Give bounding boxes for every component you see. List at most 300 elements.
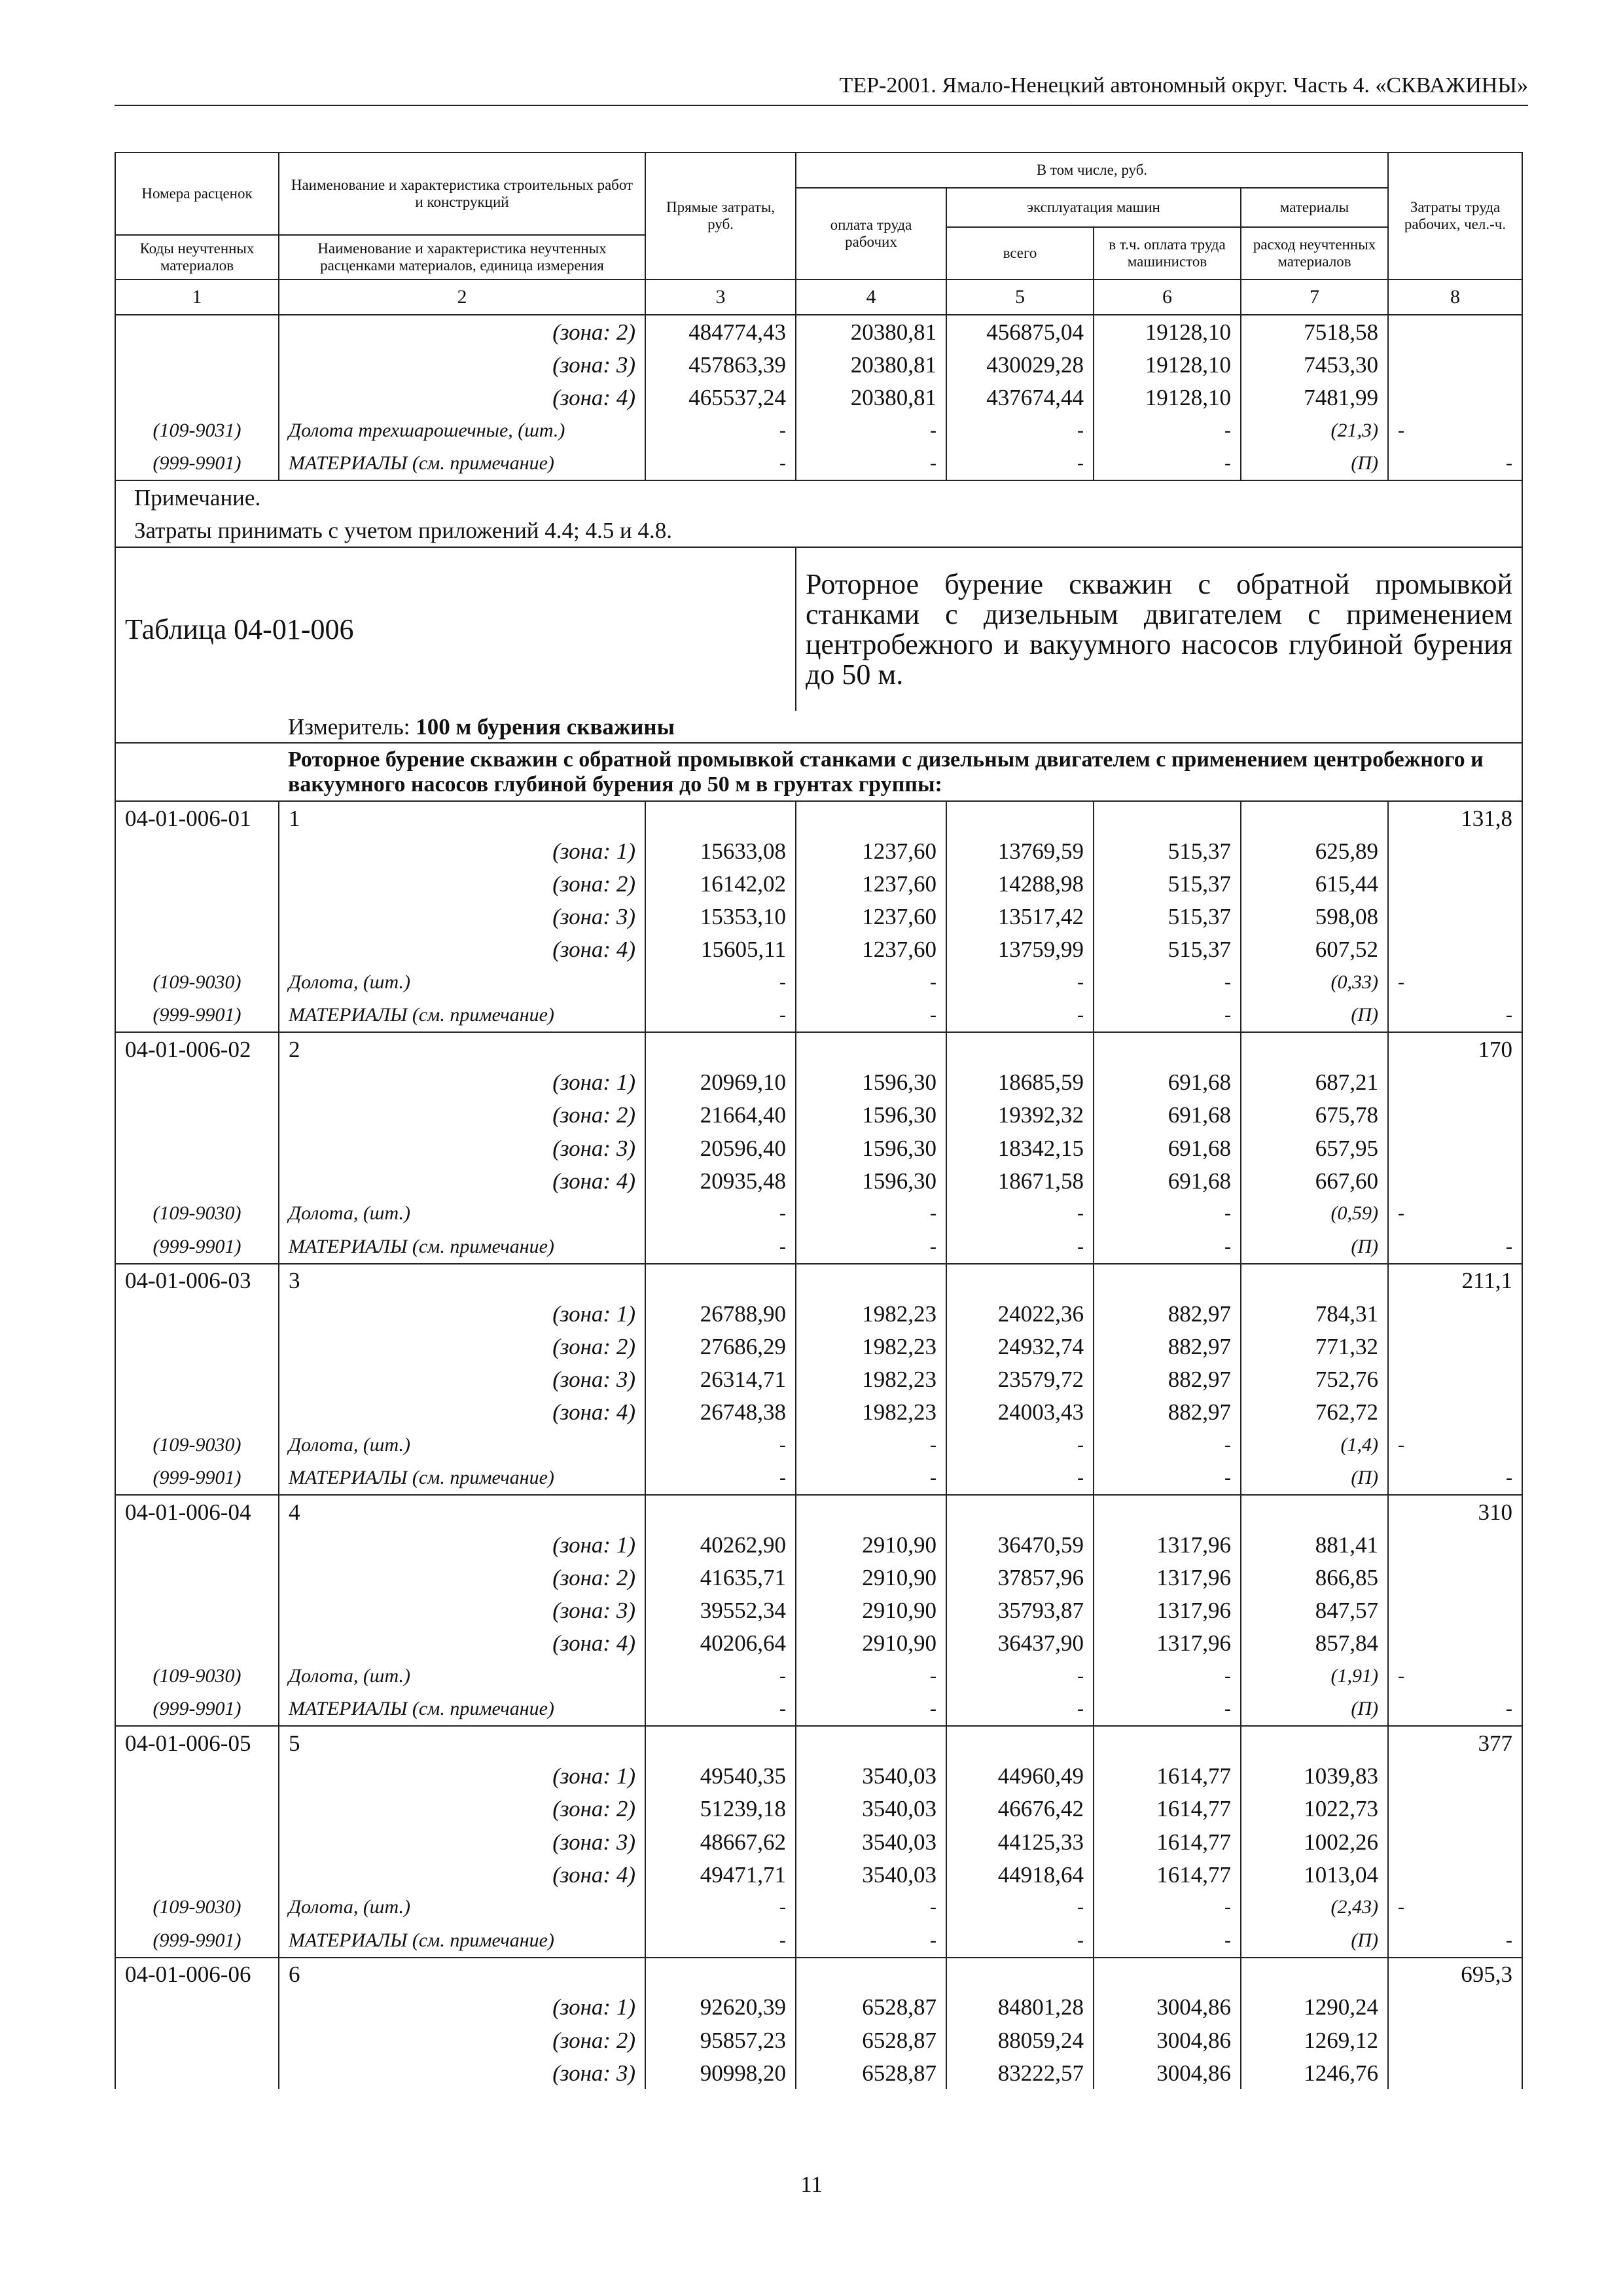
material-direct: -: [645, 1924, 796, 1957]
column-numbers-row: [115, 279, 1522, 315]
zone-label: (зона: 3): [279, 901, 645, 933]
header-col6: в т.ч. оплата труда машинистов: [1094, 227, 1241, 279]
code-cell: [115, 1594, 279, 1627]
empty-cell: [645, 1264, 796, 1297]
machine-cost: 23579,72: [946, 1363, 1094, 1395]
empty-cell: [796, 1726, 946, 1759]
rate-code: 04-01-006-05: [115, 1726, 279, 1759]
empty-cell: [1241, 1032, 1388, 1066]
material-code: (999-9901): [115, 1230, 279, 1264]
empty-cell: [1094, 1495, 1241, 1528]
labor-cost: 2910,90: [796, 1594, 946, 1627]
material-labor: -: [796, 1462, 946, 1495]
material-machinist: -: [1094, 1230, 1241, 1264]
material-machine: -: [946, 1924, 1094, 1957]
material-machine: -: [946, 1693, 1094, 1726]
code-cell: [115, 901, 279, 933]
code-cell: [115, 381, 279, 414]
zone-label: (зона: 4): [279, 1395, 645, 1428]
zone-label: (зона: 1): [279, 1760, 645, 1793]
labor-hours-cell: [1388, 1330, 1522, 1363]
code-cell: [115, 1627, 279, 1660]
code-cell: [115, 1528, 279, 1561]
labor-cost: 6528,87: [796, 2024, 946, 2056]
material-cost: 762,72: [1241, 1395, 1388, 1428]
material-cost: 598,08: [1241, 901, 1388, 933]
machinist-labor-cost: 882,97: [1094, 1297, 1241, 1330]
code-cell: [115, 315, 279, 348]
section-spacer: [115, 743, 279, 801]
material-labor-hours-left: -: [1398, 1202, 1405, 1225]
empty-cell: [796, 801, 946, 834]
labor-hours-cell: [1388, 381, 1522, 414]
material-quantity: (П): [1241, 1693, 1388, 1726]
material-machinist: -: [1094, 1660, 1241, 1693]
material-cost: 7481,99: [1241, 381, 1388, 414]
material-machinist: -: [1094, 1197, 1241, 1230]
code-cell: [115, 1164, 279, 1197]
direct-cost: 16142,02: [645, 867, 796, 900]
direct-cost: 90998,20: [645, 2056, 796, 2089]
zone-label: (зона: 2): [279, 1561, 645, 1594]
material-labor-hours-left: -: [1398, 1433, 1405, 1456]
empty-cell: [1094, 1958, 1241, 1991]
labor-hours-cell: [1388, 2056, 1522, 2089]
zone-row: [115, 381, 1522, 414]
material-cost: 1269,12: [1241, 2024, 1388, 2056]
material-machinist: -: [1094, 1462, 1241, 1495]
material-labor: -: [796, 1891, 946, 1924]
material-name: Долота, (шт.): [279, 966, 645, 999]
material-machine: -: [946, 999, 1094, 1032]
material-labor-hours: [1388, 1660, 1522, 1693]
empty-cell: [1241, 1958, 1388, 1991]
material-labor: -: [796, 999, 946, 1032]
machinist-labor-cost: 19128,10: [1094, 315, 1241, 348]
header-col2-top: Наименование и характеристика строительных работ и конструкций: [279, 152, 645, 235]
material-row: [115, 1197, 1522, 1230]
machinist-labor-cost: 691,68: [1094, 1099, 1241, 1132]
zone-label: (зона: 3): [279, 1363, 645, 1395]
material-cost: 687,21: [1241, 1066, 1388, 1099]
labor-hours-cell: [1388, 1395, 1522, 1428]
labor-cost: 20380,81: [796, 315, 946, 348]
machine-cost: 437674,44: [946, 381, 1094, 414]
material-direct: -: [645, 1462, 796, 1495]
column-number: 7: [1241, 279, 1388, 315]
direct-cost: 457863,39: [645, 348, 796, 381]
rate-code: 04-01-006-03: [115, 1264, 279, 1297]
table-description: Роторное бурение скважин с обратной промывкой станками с дизельным двигателем с применением центробежного и вакуумного насосов глубиной бурения до 50 м.: [796, 547, 1522, 711]
material-labor-hours-right: -: [1506, 1929, 1513, 1951]
labor-cost: 1596,30: [796, 1132, 946, 1164]
labor-cost: 2910,90: [796, 1561, 946, 1594]
measure-spacer: [115, 711, 279, 743]
empty-cell: [645, 1495, 796, 1528]
machine-cost: 44960,49: [946, 1760, 1094, 1793]
rates-table: [115, 152, 1523, 2089]
empty-cell: [1094, 1264, 1241, 1297]
empty-cell: [796, 1958, 946, 1991]
direct-cost: 39552,34: [645, 1594, 796, 1627]
machine-cost: 18342,15: [946, 1132, 1094, 1164]
material-labor-hours: [1388, 1462, 1522, 1495]
zone-row: [115, 348, 1522, 381]
zone-row: [115, 1561, 1522, 1594]
column-number: 5: [946, 279, 1094, 315]
labor-hours-cell: [1388, 867, 1522, 900]
header-incl: В том числе, руб.: [796, 152, 1388, 188]
material-quantity: (0,33): [1241, 966, 1388, 999]
material-cost: 675,78: [1241, 1099, 1388, 1132]
empty-cell: [1094, 1032, 1241, 1066]
rate-header-row: [115, 1495, 1522, 1528]
code-cell: [115, 1760, 279, 1793]
direct-cost: 49471,71: [645, 1858, 796, 1891]
direct-cost: 20969,10: [645, 1066, 796, 1099]
material-machine: -: [946, 1197, 1094, 1230]
labor-hours-cell: [1388, 834, 1522, 867]
labor-cost: 1237,60: [796, 933, 946, 966]
machine-cost: 88059,24: [946, 2024, 1094, 2056]
material-quantity: (0,59): [1241, 1197, 1388, 1230]
machine-cost: 13517,42: [946, 901, 1094, 933]
material-labor-hours-left: -: [1398, 1896, 1405, 1918]
labor-hours-cell: [1388, 1793, 1522, 1825]
empty-cell: [946, 1958, 1094, 1991]
empty-cell: [796, 1032, 946, 1066]
direct-cost: 26314,71: [645, 1363, 796, 1395]
column-number: 1: [115, 279, 279, 315]
header-col8: Затраты труда рабочих, чел.-ч.: [1388, 152, 1522, 279]
code-cell: [115, 1991, 279, 2024]
empty-cell: [1094, 801, 1241, 834]
material-labor: -: [796, 447, 946, 480]
machine-cost: 456875,04: [946, 315, 1094, 348]
empty-cell: [946, 801, 1094, 834]
machine-cost: 24022,36: [946, 1297, 1094, 1330]
direct-cost: 41635,71: [645, 1561, 796, 1594]
machinist-labor-cost: 1317,96: [1094, 1594, 1241, 1627]
zone-label: (зона: 4): [279, 933, 645, 966]
machine-cost: 24932,74: [946, 1330, 1094, 1363]
zone-row: [115, 1627, 1522, 1660]
zone-row: [115, 1066, 1522, 1099]
rate-header-row: [115, 1264, 1522, 1297]
machine-cost: 84801,28: [946, 1991, 1094, 2024]
material-name: Долота, (шт.): [279, 1197, 645, 1230]
direct-cost: 26788,90: [645, 1297, 796, 1330]
direct-cost: 92620,39: [645, 1991, 796, 2024]
rate-header-row: [115, 801, 1522, 834]
code-cell: [115, 834, 279, 867]
empty-cell: [645, 801, 796, 834]
direct-cost: 20596,40: [645, 1132, 796, 1164]
header-machines: эксплуатация машин: [946, 188, 1241, 227]
direct-cost: 48667,62: [645, 1825, 796, 1858]
material-row: [115, 1429, 1522, 1462]
empty-cell: [645, 1958, 796, 1991]
zone-label: (зона: 2): [279, 1793, 645, 1825]
material-cost: 1290,24: [1241, 1991, 1388, 2024]
material-cost: 866,85: [1241, 1561, 1388, 1594]
material-name: Долота, (шт.): [279, 1660, 645, 1693]
material-row: [115, 1462, 1522, 1495]
material-labor: -: [796, 1693, 946, 1726]
direct-cost: 49540,35: [645, 1760, 796, 1793]
labor-cost: 6528,87: [796, 2056, 946, 2089]
material-name: Долота, (шт.): [279, 1891, 645, 1924]
labor-hours-cell: [1388, 1594, 1522, 1627]
material-quantity: (П): [1241, 447, 1388, 480]
material-labor-hours: [1388, 966, 1522, 999]
zone-row: [115, 1363, 1522, 1395]
material-cost: 7518,58: [1241, 315, 1388, 348]
table-title: Таблица 04-01-006: [115, 547, 796, 711]
code-cell: [115, 1395, 279, 1428]
material-cost: 657,95: [1241, 1132, 1388, 1164]
material-labor-hours: [1388, 1891, 1522, 1924]
material-labor: -: [796, 1660, 946, 1693]
header-col4: оплата труда рабочих: [796, 188, 946, 279]
material-machine: -: [946, 1429, 1094, 1462]
material-cost: 1002,26: [1241, 1825, 1388, 1858]
material-labor-hours-left: -: [1398, 1665, 1405, 1687]
empty-cell: [1241, 1264, 1388, 1297]
column-number: 4: [796, 279, 946, 315]
material-labor-hours-right: -: [1506, 1466, 1513, 1488]
material-code: (109-9030): [115, 1429, 279, 1462]
empty-cell: [946, 1726, 1094, 1759]
material-cost: 857,84: [1241, 1627, 1388, 1660]
material-code: (109-9030): [115, 1197, 279, 1230]
empty-cell: [1241, 1495, 1388, 1528]
zone-row: [115, 1395, 1522, 1428]
labor-cost: 20380,81: [796, 348, 946, 381]
machinist-labor-cost: 691,68: [1094, 1132, 1241, 1164]
material-code: (999-9901): [115, 1462, 279, 1495]
rate-code: 04-01-006-06: [115, 1958, 279, 1991]
rate-header-row: [115, 1726, 1522, 1759]
rate-group: 6: [279, 1958, 645, 1991]
material-machinist: -: [1094, 1429, 1241, 1462]
material-direct: -: [645, 1660, 796, 1693]
material-cost: 7453,30: [1241, 348, 1388, 381]
machinist-labor-cost: 515,37: [1094, 901, 1241, 933]
labor-hours-cell: [1388, 1561, 1522, 1594]
zone-label: (зона: 2): [279, 1099, 645, 1132]
material-machine: -: [946, 414, 1094, 447]
machinist-labor-cost: 3004,86: [1094, 2024, 1241, 2056]
code-cell: [115, 1297, 279, 1330]
zone-row: [115, 1793, 1522, 1825]
rate-group: 2: [279, 1032, 645, 1066]
labor-hours-cell: [1388, 1132, 1522, 1164]
machinist-labor-cost: 882,97: [1094, 1395, 1241, 1428]
machine-cost: 13759,99: [946, 933, 1094, 966]
rate-group: 5: [279, 1726, 645, 1759]
code-cell: [115, 1066, 279, 1099]
material-direct: -: [645, 1197, 796, 1230]
header-col1-top: Номера расценок: [115, 152, 279, 235]
material-labor-hours-right: -: [1506, 1004, 1513, 1026]
rate-group: 3: [279, 1264, 645, 1297]
empty-cell: [1241, 1726, 1388, 1759]
machine-cost: 46676,42: [946, 1793, 1094, 1825]
direct-cost: 484774,43: [645, 315, 796, 348]
table-title-row: [115, 547, 1522, 711]
zone-row: [115, 1991, 1522, 2024]
page-number: 11: [800, 2172, 823, 2197]
code-cell: [115, 1793, 279, 1825]
material-name: Долота трехшарошечные, (шт.): [279, 414, 645, 447]
labor-hours-cell: [1388, 1066, 1522, 1099]
machine-cost: 430029,28: [946, 348, 1094, 381]
machinist-labor-cost: 691,68: [1094, 1066, 1241, 1099]
header-col7: расход неучтенных материалов: [1241, 227, 1388, 279]
zone-label: (зона: 1): [279, 1991, 645, 2024]
material-labor-hours: [1388, 414, 1522, 447]
material-machinist: -: [1094, 1891, 1241, 1924]
labor-cost: 6528,87: [796, 1991, 946, 2024]
measure-value: 100 м бурения скважины: [416, 713, 675, 740]
material-row: [115, 966, 1522, 999]
zone-label: (зона: 3): [279, 1825, 645, 1858]
measure-row: [115, 711, 1522, 743]
empty-cell: [946, 1264, 1094, 1297]
code-cell: [115, 867, 279, 900]
material-row: [115, 999, 1522, 1032]
material-row: [115, 414, 1522, 447]
material-labor-hours-right: -: [1506, 452, 1513, 474]
empty-cell: [645, 1726, 796, 1759]
rate-labor-hours: 310: [1388, 1495, 1522, 1528]
zone-row: [115, 867, 1522, 900]
direct-cost: 51239,18: [645, 1793, 796, 1825]
labor-hours-cell: [1388, 1858, 1522, 1891]
direct-cost: 40206,64: [645, 1627, 796, 1660]
material-cost: 625,89: [1241, 834, 1388, 867]
machine-cost: 83222,57: [946, 2056, 1094, 2089]
empty-cell: [645, 1032, 796, 1066]
zone-row: [115, 1330, 1522, 1363]
material-labor: -: [796, 966, 946, 999]
material-direct: -: [645, 1693, 796, 1726]
material-cost: 752,76: [1241, 1363, 1388, 1395]
rate-labor-hours: 131,8: [1388, 801, 1522, 834]
material-name: МАТЕРИАЛЫ (см. примечание): [279, 447, 645, 480]
labor-cost: 3540,03: [796, 1825, 946, 1858]
machinist-labor-cost: 691,68: [1094, 1164, 1241, 1197]
material-cost: 784,31: [1241, 1297, 1388, 1330]
header-col3: Прямые затраты, руб.: [645, 152, 796, 279]
labor-cost: 2910,90: [796, 1528, 946, 1561]
material-quantity: (1,91): [1241, 1660, 1388, 1693]
labor-hours-cell: [1388, 933, 1522, 966]
empty-cell: [796, 1264, 946, 1297]
labor-cost: 20380,81: [796, 381, 946, 414]
material-name: Долота, (шт.): [279, 1429, 645, 1462]
rate-labor-hours: 211,1: [1388, 1264, 1522, 1297]
code-cell: [115, 933, 279, 966]
header-col1-bottom: Коды неучтенных материалов: [115, 235, 279, 279]
zone-label: (зона: 2): [279, 315, 645, 348]
material-quantity: (2,43): [1241, 1891, 1388, 1924]
machinist-labor-cost: 515,37: [1094, 834, 1241, 867]
material-direct: -: [645, 447, 796, 480]
note-text: Затраты принимать с учетом приложений 4.4; 4.5 и 4.8.: [115, 514, 1522, 547]
zone-label: (зона: 4): [279, 1627, 645, 1660]
zone-row: [115, 901, 1522, 933]
machine-cost: 24003,43: [946, 1395, 1094, 1428]
material-code: (999-9901): [115, 999, 279, 1032]
note-title: Примечание.: [115, 480, 1522, 514]
material-labor-hours: [1388, 1197, 1522, 1230]
zone-row: [115, 1825, 1522, 1858]
material-direct: -: [645, 1891, 796, 1924]
direct-cost: 21664,40: [645, 1099, 796, 1132]
material-machine: -: [946, 447, 1094, 480]
machinist-labor-cost: 515,37: [1094, 933, 1241, 966]
machinist-labor-cost: 19128,10: [1094, 381, 1241, 414]
material-labor-hours: [1388, 1429, 1522, 1462]
material-labor-hours-right: -: [1506, 1698, 1513, 1720]
machinist-labor-cost: 1317,96: [1094, 1561, 1241, 1594]
material-labor-hours: [1388, 447, 1522, 480]
direct-cost: 15353,10: [645, 901, 796, 933]
material-quantity: (П): [1241, 1462, 1388, 1495]
direct-cost: 15633,08: [645, 834, 796, 867]
labor-cost: 2910,90: [796, 1627, 946, 1660]
material-cost: 881,41: [1241, 1528, 1388, 1561]
empty-cell: [796, 1495, 946, 1528]
material-labor-hours-right: -: [1506, 1235, 1513, 1257]
header-col5: всего: [946, 227, 1094, 279]
machinist-labor-cost: 19128,10: [1094, 348, 1241, 381]
zone-label: (зона: 3): [279, 2056, 645, 2089]
zone-row: [115, 933, 1522, 966]
material-code: (999-9901): [115, 447, 279, 480]
material-cost: 607,52: [1241, 933, 1388, 966]
material-labor-hours: [1388, 1693, 1522, 1726]
direct-cost: 27686,29: [645, 1330, 796, 1363]
machine-cost: 36437,90: [946, 1627, 1094, 1660]
code-cell: [115, 1099, 279, 1132]
machine-cost: 36470,59: [946, 1528, 1094, 1561]
section-heading: Роторное бурение скважин с обратной промывкой станками с дизельным двигателем с применением центробежного и вакуумного насосов глубиной бурения до 50 м в грунтах группы:: [279, 743, 1522, 801]
measure-text: [279, 711, 1522, 743]
material-labor: -: [796, 1230, 946, 1264]
material-machine: -: [946, 1230, 1094, 1264]
material-cost: 1039,83: [1241, 1760, 1388, 1793]
zone-row: [115, 1858, 1522, 1891]
material-quantity: (П): [1241, 999, 1388, 1032]
material-labor-hours-left: -: [1398, 971, 1405, 994]
labor-cost: 1237,60: [796, 901, 946, 933]
material-machinist: -: [1094, 1693, 1241, 1726]
material-machinist: -: [1094, 447, 1241, 480]
direct-cost: 15605,11: [645, 933, 796, 966]
machinist-labor-cost: 1614,77: [1094, 1760, 1241, 1793]
rate-labor-hours: 695,3: [1388, 1958, 1522, 1991]
direct-cost: 95857,23: [645, 2024, 796, 2056]
code-cell: [115, 2024, 279, 2056]
material-labor-hours: [1388, 1924, 1522, 1957]
rate-labor-hours: 377: [1388, 1726, 1522, 1759]
machinist-labor-cost: 1614,77: [1094, 1858, 1241, 1891]
zone-label: (зона: 1): [279, 1066, 645, 1099]
labor-hours-cell: [1388, 1528, 1522, 1561]
